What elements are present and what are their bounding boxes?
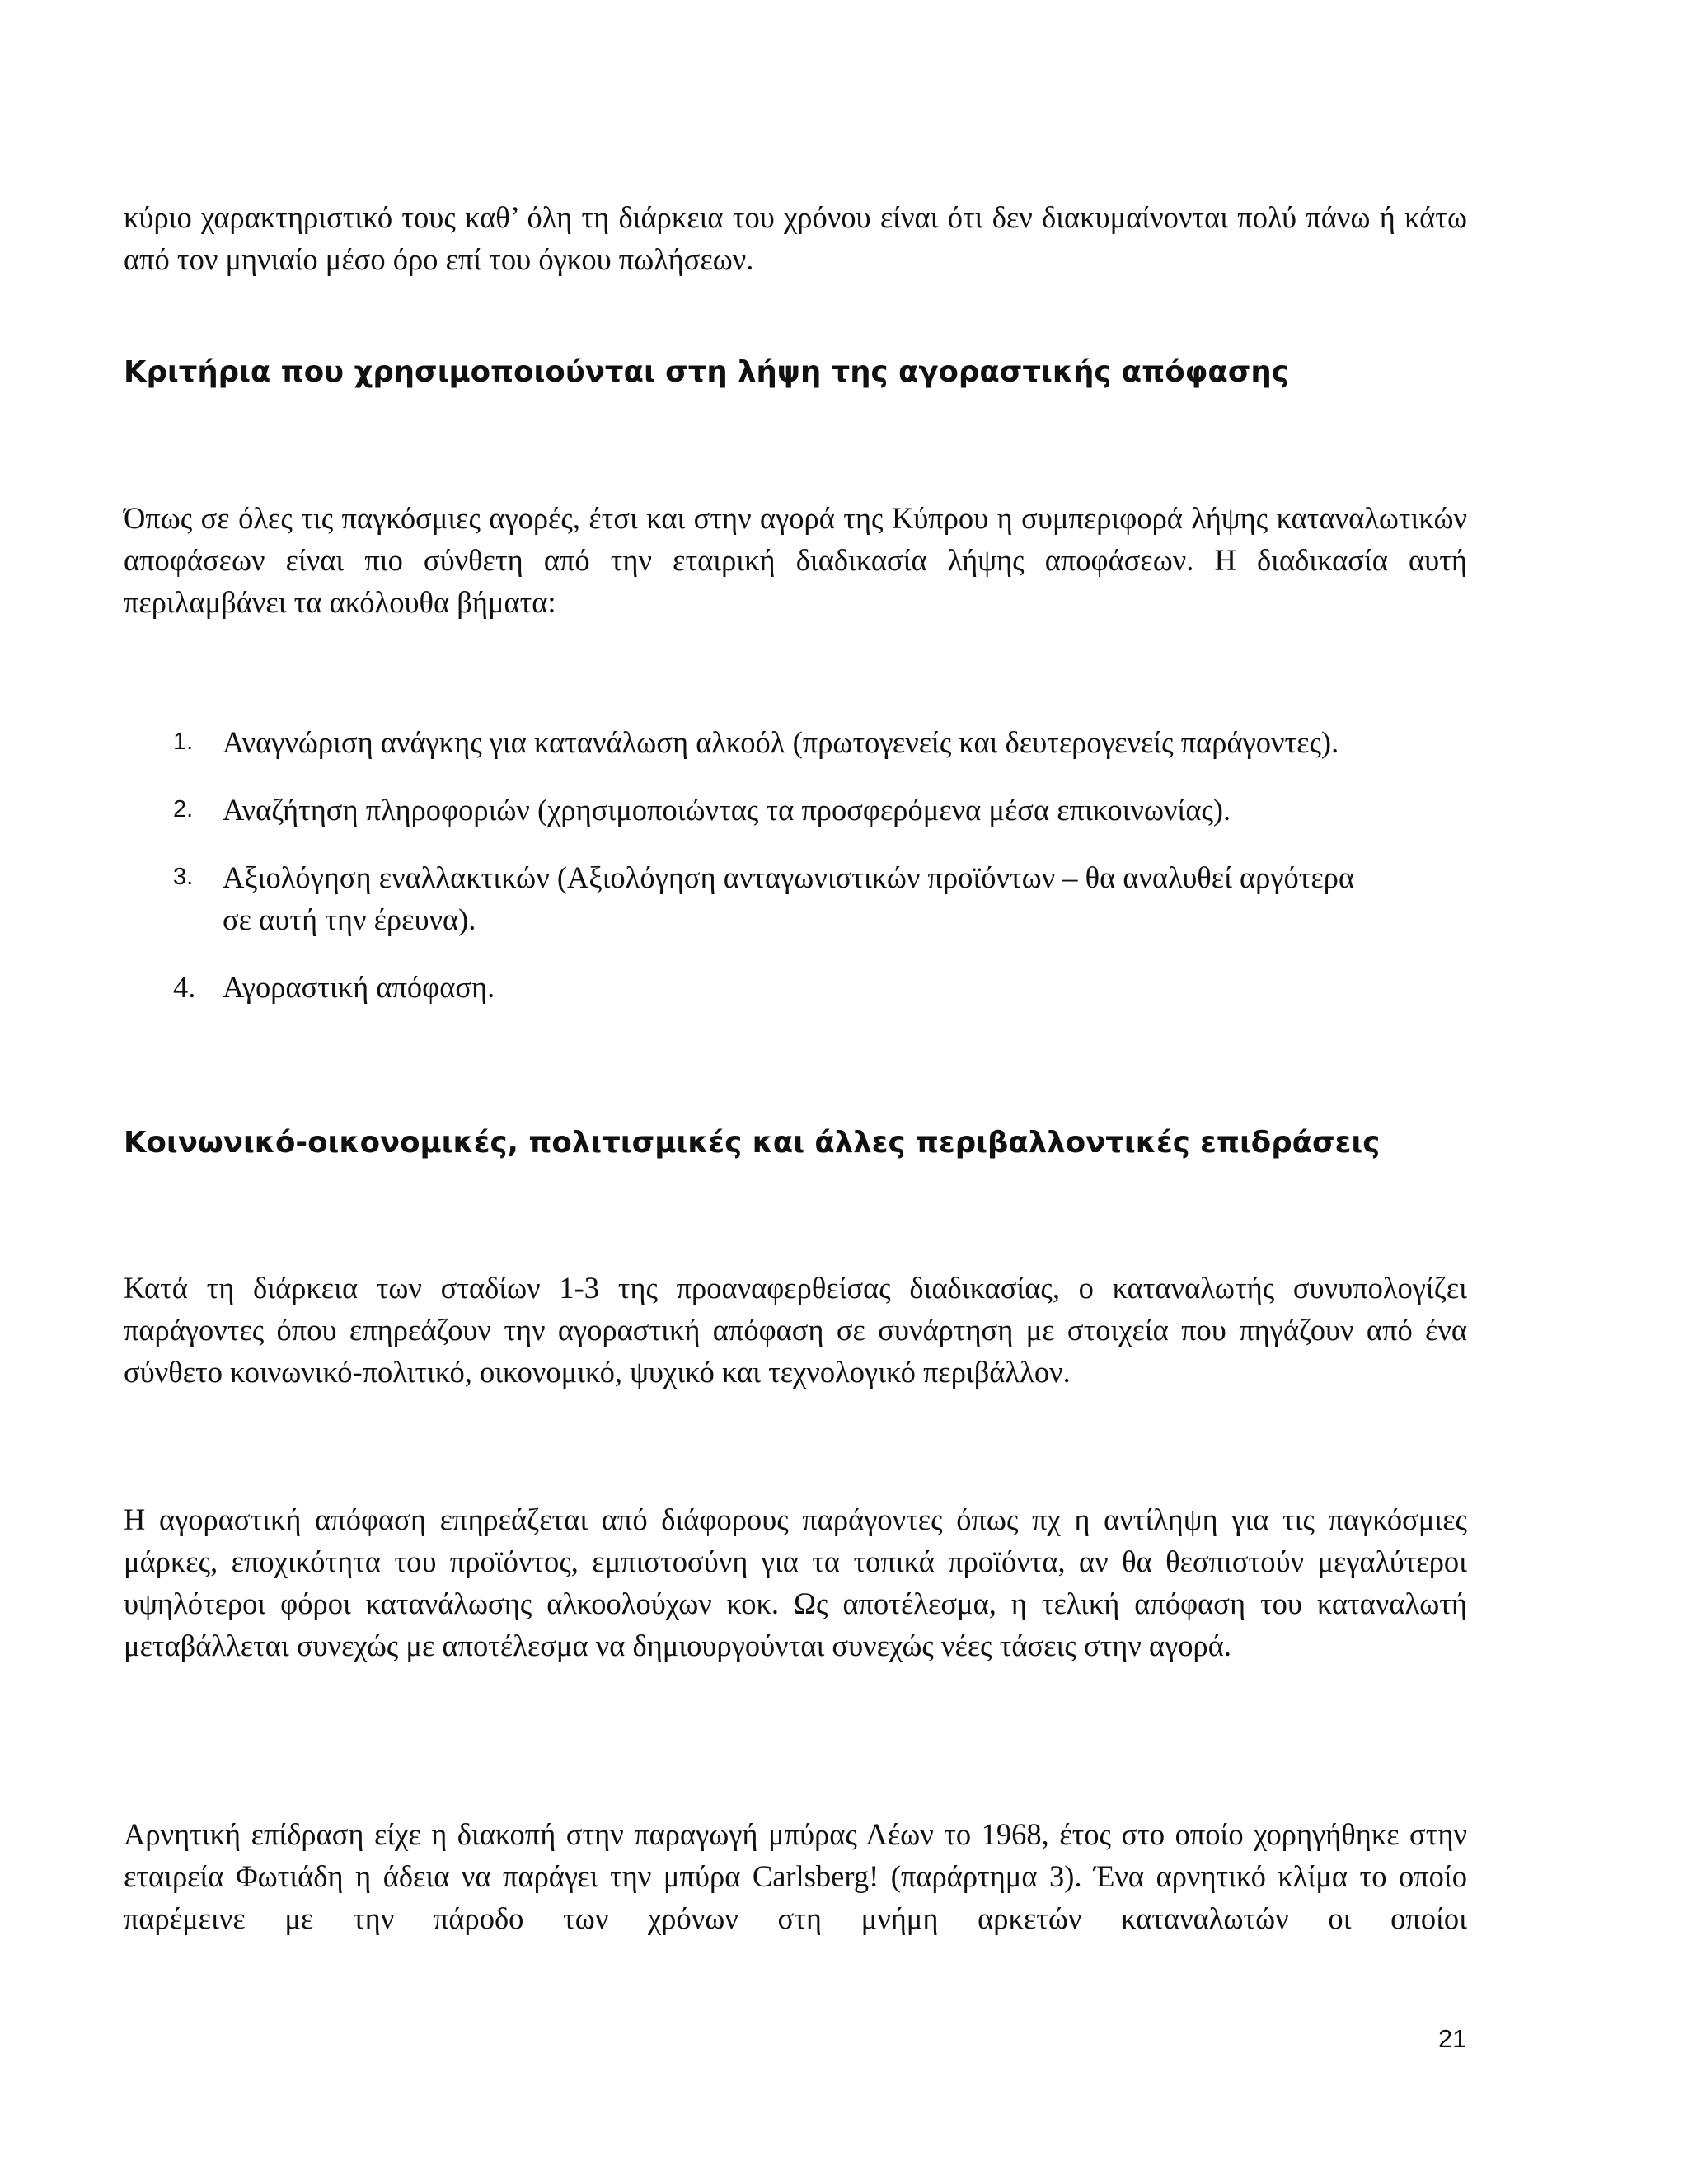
list-item — [124, 789, 1467, 831]
list-item-number: 3. — [173, 864, 194, 890]
list-item — [124, 721, 1467, 763]
list-item-number: 1. — [173, 729, 194, 755]
list-item-number: 2. — [173, 796, 194, 823]
list-item-text: Αναζήτηση πληροφοριών (χρησιμοποιώντας τα προσφερόμενα μέσα επικοινωνίας). — [223, 793, 1231, 827]
list-item — [124, 966, 1467, 1008]
influences-paragraph-2: Η αγοραστική απόφαση επηρεάζεται από διάφορους παράγοντες όπως πχ η αντίληψη για τις παγκόσμιες μάρκες, εποχικότητα του προϊόντος, εμπιστοσύνη για τα τοπικά προϊόντα, αν θα θεσπιστούν μεγαλύτεροι υψηλότεροι φόροι κατανάλωσης αλκοολούχων κοκ. Ως αποτέλεσμα, η τελική απόφαση του καταναλωτή μεταβάλλεται συνεχώς με αποτέλεσμα να δημιουργούνται συνεχώς νέες τάσεις στην αγορά. — [124, 1502, 1467, 1662]
list-item-text: Αγοραστική απόφαση. — [223, 970, 495, 1004]
section-heading-socioeconomic-influences: Κοινωνικό-οικονομικές, πολιτισμικές και άλλες περιβαλλοντικές επιδράσεις — [124, 1126, 1381, 1160]
section-heading-purchase-criteria: Κριτήρια που χρησιμοποιούνται στη λήψη της αγοραστικής απόφασης — [124, 355, 1289, 389]
intro-paragraph: κύριο χαρακτηριστικό τους καθ’ όλη τη διάρκεια του χρόνου είναι ότι δεν διακυμαίνονται πολύ πάνω ή κάτω από τον μηνιαίο μέσο όρο επί του όγκου πωλήσεων. — [124, 200, 1467, 276]
page-number: 21 — [1438, 2024, 1467, 2053]
decision-steps-list — [124, 721, 1467, 1008]
list-item — [124, 856, 1467, 940]
list-item-text: Αναγνώριση ανάγκης για κατανάλωση αλκοόλ (πρωτογενείς και δευτερογενείς παράγοντες). — [223, 725, 1339, 759]
list-item-text: Αξιολόγηση εναλλακτικών (Αξιολόγηση ανταγωνιστικών προϊόντων – θα αναλυθεί αργότερα σε αυτή την έρευνα). — [223, 860, 1355, 936]
influences-paragraph-3: Αρνητική επίδραση είχε η διακοπή στην παραγωγή μπύρας Λέων το 1968, έτος στο οποίο χορηγήθηκε στην εταιρεία Φωτιάδη η άδεια να παράγει την μπύρα Carlsberg! (παράρτημα 3). Ένα αρνητικό κλίμα το οποίο παρέμεινε με την πάροδο των χρόνων στη μνήμη αρκετών καταναλωτών οι οποίοι — [124, 1817, 1467, 1935]
list-item-number: 4. — [173, 970, 196, 1004]
influences-paragraph-1: Κατά τη διάρκεια των σταδίων 1-3 της προαναφερθείσας διαδικασίας, ο καταναλωτής συνυπολογίζει παράγοντες όπου επηρεάζουν την αγοραστική απόφαση σε συνάρτηση με στοιχεία που πηγάζουν από ένα σύνθετο κοινωνικό-πολιτικό, οικονομικό, ψυχικό και τεχνολογικό περιβάλλον. — [124, 1271, 1467, 1389]
purchase-criteria-paragraph: Όπως σε όλες τις παγκόσμιες αγορές, έτσι και στην αγορά της Κύπρου η συμπεριφορά λήψης καταναλωτικών αποφάσεων είναι πιο σύνθετη από την εταιρική διαδικασία λήψης αποφάσεων. Η διαδικασία αυτή περιλαμβάνει τα ακόλουθα βήματα: — [124, 501, 1467, 619]
